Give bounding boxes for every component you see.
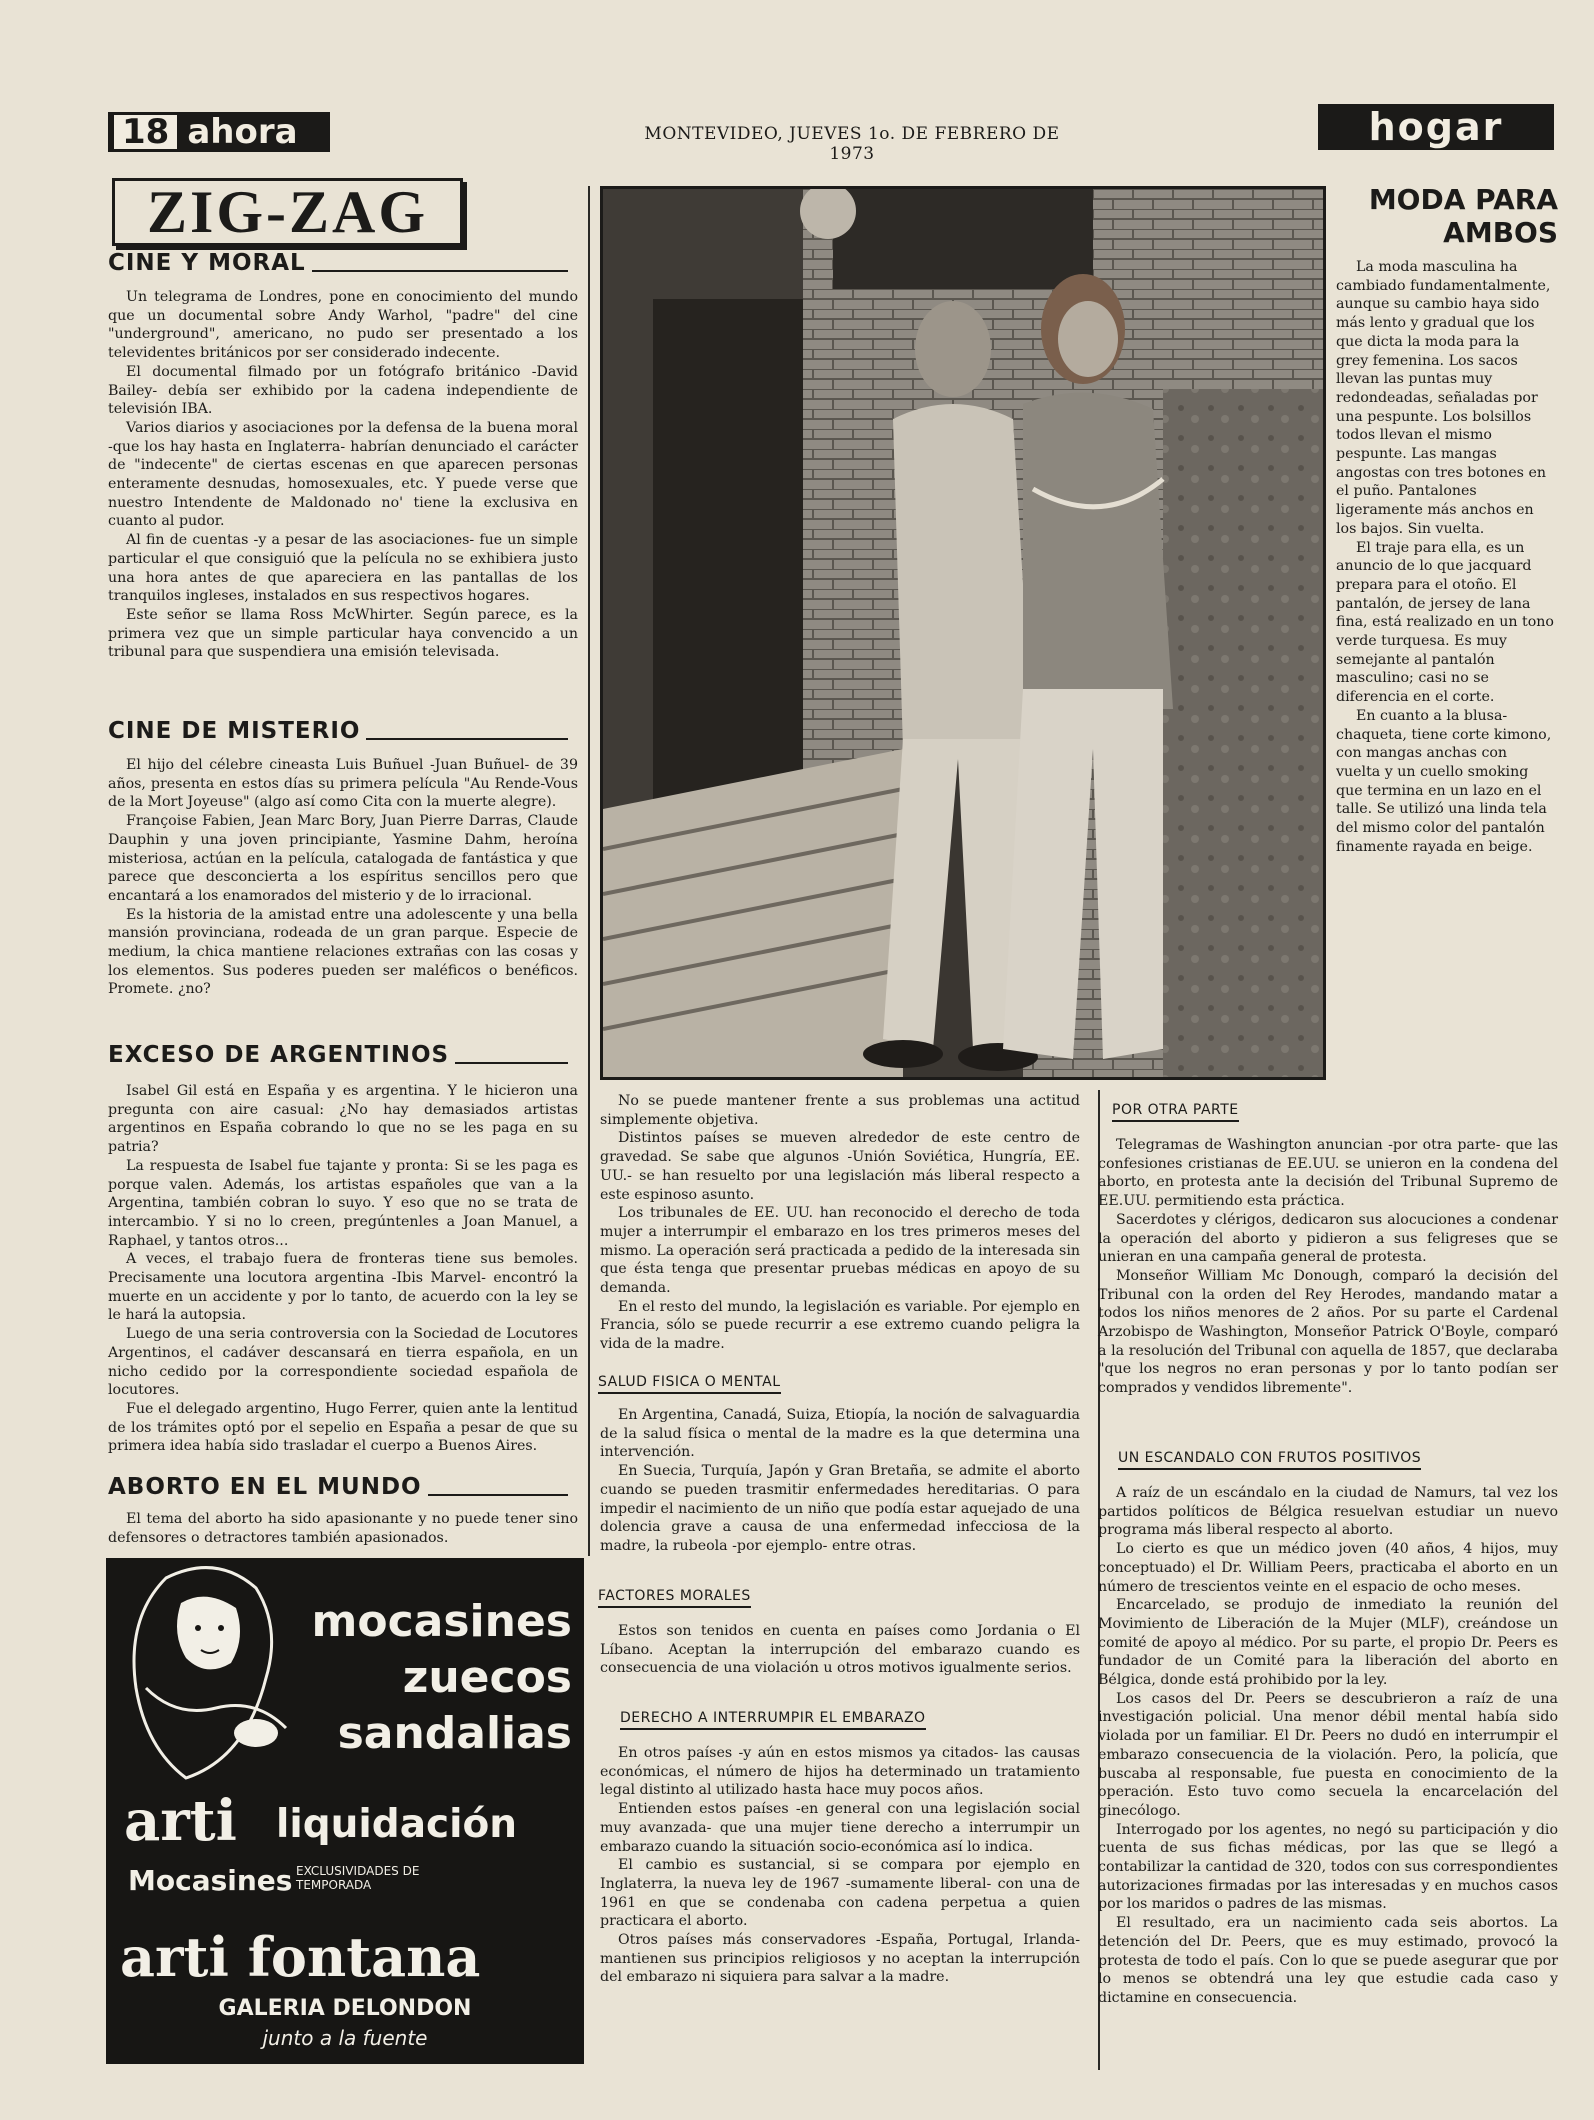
woman-illustration-icon (106, 1558, 306, 1788)
paragraph: Este señor se llama Ross McWhirter. Según parece, es la primera vez que un simple particular haya convencido a un tribunal para que suspendiera una emisión televisada. (108, 606, 578, 661)
article-derecho (600, 1744, 1080, 1987)
paragraph: Fue el delegado argentino, Hugo Ferrer, quien ante la lentitud de los trámites optó por el sepelio en España a pesar de que su primera idea había sido trasladar el cuerpo a Buenos Aires. (108, 1400, 578, 1455)
moda-title-line: MODA PARA (1368, 183, 1558, 216)
paragraph: En otros países -y aún en estos mismos ya citados- las causas económicas, el número de hijos ha determinado un tratamiento legal distinto al utilizado hasta hace muy pocos años. (600, 1745, 1080, 1799)
fashion-photo (600, 186, 1326, 1080)
paragraph: En el resto del mundo, la legislación es variable. Por ejemplo en Francia, sólo se puede recurrir a ese extremo cuando peligra la vida de la madre. (600, 1298, 1080, 1353)
paragraph: En cuanto a la blusa-chaqueta, tiene corte kimono, con mangas anchas con vuelta y un cuello smoking que termina en un lazo en el talle. Se utilizó una linda tela del mismo color del pantalón finamente rayada en beige. (1336, 707, 1552, 855)
paragraph: En Suecia, Turquía, Japón y Gran Bretaña, se admite el aborto cuando se pueden trasmitir enfermedades hereditarias. O para impedir el nacimiento de un niño que podía estar aquejado de una dolencia grave a causa de una enfermedad infecciosa de la madre, la rubeola -por ejemplo- entre otras. (600, 1463, 1080, 1554)
ad-brand: arti (124, 1788, 237, 1854)
paragraph: El documental filmado por un fotógrafo británico -David Bailey- debía ser exhibido por la cadena independiente de televisión IBA. (108, 363, 578, 418)
paragraph: Los tribunales de EE. UU. han reconocido el derecho de toda mujer a interrumpir el embarazo en los tres primeros meses del mismo. La operación será practicada a pedido de la interesada sin que ésta tenga que presentar pruebas médicas en apoyo de su demanda. (600, 1205, 1080, 1297)
ad-mocasines: Mocasines (128, 1864, 293, 1897)
ad-exclusividades: EXCLUSIVIDADES DE TEMPORADA (296, 1864, 420, 1892)
ad-location: junto a la fuente (262, 2026, 428, 2050)
heading-cine-moral (108, 250, 568, 276)
paragraph: Encarcelado, se produjo de inmediato la reunión del Movimiento de Liberación de la Mujer (MLF), creándose un comité de apoyo al médico. Por su parte, el propio Dr. Peers es fundador de un Comité para la liberación del aborto en Bélgica, donde está prohibido por la ley. (1098, 1597, 1558, 1689)
section-title: hogar (1318, 104, 1554, 150)
paragraph: Al fin de cuentas -y a pesar de las asociaciones- fue un simple particular el que consiguió que la película no se exhibiera justo una hora antes de que apareciera en las pantallas de los tranquilos ingleses, instalados en sus respectivos hogares. (108, 532, 578, 605)
heading-exceso (108, 1042, 568, 1068)
paragraph: Françoise Fabien, Jean Marc Bory, Juan Pierre Darras, Claude Dauphin y una joven principiante, Yasmine Dahm, heroína misteriosa, actúan en la película, catalogada de fantástica y que parece que desconcierta a los espíritus sencillos pero que encantará a los enamorados del misterio y de lo irracional. (108, 813, 578, 904)
column-title: ZIG-ZAG (112, 178, 463, 246)
ad-liquidacion: liquidación (276, 1802, 518, 1847)
subhead-salud: SALUD FISICA O MENTAL (598, 1374, 781, 1394)
article-otra-parte (1098, 1136, 1558, 1398)
paragraph: Sacerdotes y clérigos, dedicaron sus alocuciones a condenar la operación del aborto y pidieron a sus feligreses que se unieran en una campaña general de protesta. (1098, 1211, 1558, 1266)
ad-product-line: zuecos (402, 1652, 572, 1703)
ad-galeria: GALERIA DELONDON (218, 1996, 472, 2021)
couple-photo-illustration (603, 189, 1323, 1077)
moda-title-line: AMBOS (1443, 216, 1558, 249)
ad-products (302, 1594, 572, 1762)
paragraph: El traje para ella, es un anuncio de lo que jacquard prepara para el otoño. El pantalón, de jersey de lana fina, está realizado en un tono verde turquesa. Es muy semejante al pantalón masculino; casi no se diferencia en el corte. (1336, 539, 1554, 706)
column-divider (588, 186, 590, 1556)
heading-aborto (108, 1474, 568, 1500)
paragraph: Lo cierto es que un médico joven (40 años, 4 hijos, muy conceptuado) el Dr. William Peers, practicaba el aborto en un número de trescientos veinte en el espacio de ocho meses. (1098, 1541, 1558, 1595)
subhead-escandalo: UN ESCANDALO CON FRUTOS POSITIVOS (1118, 1450, 1421, 1470)
shoe-store-advertisement (106, 1558, 584, 2064)
paragraph: Varios diarios y asociaciones por la defensa de la buena moral -que los hay hasta en Inglaterra- habrían denunciado el carácter de "indecente" de ciertas escenas en que aparecen personas enteramente desnudas, homosexuales, etc. Y puede verse que nuestro Intendente de Maldonado no' tiene la exclusiva en cuanto al pudor. (108, 419, 578, 530)
heading-text: ABORTO EN EL MUNDO (108, 1474, 422, 1500)
paragraph: Un telegrama de Londres, pone en conocimiento del mundo que un documental sobre Andy Warhol, "padre" del cine "underground", americano, no pudo ser presentado a los televidentes británicos por ser considerado indecente. (108, 289, 578, 362)
page-number-badge (108, 112, 330, 152)
article-escandalo (1098, 1484, 1558, 2008)
dateline: MONTEVIDEO, JUEVES 1o. DE FEBRERO DE 1973 (644, 124, 1060, 164)
subhead-factores: FACTORES MORALES (598, 1588, 751, 1608)
paragraph: No se puede mantener frente a sus problemas una actitud simplemente objetiva. (600, 1093, 1080, 1128)
article-aborto-intro (108, 1510, 578, 1547)
moda-title (1318, 183, 1558, 249)
paragraph: Estos son tenidos en cuenta en países como Jordania o El Líbano. Aceptan la interrupción del embarazo cuando es consecuencia de una violación u otros motivos igualmente serios. (600, 1623, 1080, 1677)
heading-text: EXCESO DE ARGENTINOS (108, 1042, 450, 1068)
paragraph: El tema del aborto ha sido apasionante y no puede tener sino defensores o detractores también apasionados. (108, 1511, 578, 1546)
paragraph: Los casos del Dr. Peers se descubrieron a raíz de una investigación policial. Una menor débil mental había sido violada por un familiar. El Dr. Peers no dudó en interrumpir el embarazo consecuencia de la violación. Pero, la policía, que buscaba al responsable, fue puesta en conocimiento de la operación. Esto tuvo como secuela la encarcelación del ginecólogo. (1098, 1690, 1558, 1819)
article-exceso (108, 1082, 578, 1456)
paragraph: La moda masculina ha cambiado fundamentalmente, aunque su cambio haya sido más lento y gradual que los que dicta la moda para la grey femenina. Los sacos llevan las puntas muy redondeadas, señaladas por una pespunte. Los bolsillos todos llevan el mismo pespunte. Las mangas angostas con tres botones en el puño. Pantalones ligeramente más anchos en los bajos. Sin vuelta. (1336, 259, 1551, 537)
paragraph: El cambio es sustancial, si se compara por ejemplo en Inglaterra, la nueva ley de 1967 -sumamente liberal- con una de 1961 en que se condenaba con cadena perpetua a quien practicara el aborto. (600, 1857, 1080, 1930)
ad-fontana: arti fontana (120, 1925, 481, 1989)
heading-text: CINE DE MISTERIO (108, 718, 361, 744)
article-aborto-col2 (600, 1092, 1080, 1354)
article-factores (600, 1622, 1080, 1678)
heading-text: CINE Y MORAL (108, 250, 306, 276)
subhead-derecho: DERECHO A INTERRUMPIR EL EMBARAZO (620, 1710, 926, 1730)
heading-cine-misterio (108, 718, 568, 744)
paragraph: El hijo del célebre cineasta Luis Buñuel -Juan Buñuel- de 39 años, presenta en estos días su primera película "Au Rende-Vous de la Mort Joyeuse" (algo así como Cita con la muerte alegre). (108, 757, 578, 811)
article-moda (1336, 258, 1554, 857)
paragraph: Es la historia de la amistad entre una adolescente y una bella mansión provinciana, rodeada de un gran parque. Especie de medium, la chica mantiene relaciones extrañas con las cosas y los elementos. Sus poderes pueden ser maléficos o benéficos. Promete. ¿no? (108, 906, 578, 998)
ad-product-line: mocasines (311, 1596, 572, 1647)
paragraph: Telegramas de Washington anuncian -por otra parte- que las confesiones cristianas de EE.UU. se unieron en la condena del aborto, en protesta ante la decisión del Tribunal Supremo de EE.UU. permitiendo esta práctica. (1098, 1137, 1558, 1210)
article-cine-misterio (108, 756, 578, 999)
paragraph: La respuesta de Isabel fue tajante y pronta: Si se les paga es porque valen. Además, los artistas españoles que van a la Argentina, también cobran lo suyo. Y eso que no se trata de intercambio. Y si no lo creen, pregúntenles a Joan Manuel, a Raphael, y tantos otros... (108, 1157, 578, 1249)
paragraph: Otros países más conservadores -España, Portugal, Irlanda- mantienen sus principios religiosos y no aceptan la interrupción del embarazo ni siquiera para salvar a la madre. (600, 1932, 1080, 1986)
paragraph: En Argentina, Canadá, Suiza, Etiopía, la noción de salvaguardia de la salud física o mental de la madre es la que determina una intervención. (600, 1407, 1080, 1461)
article-cine-moral (108, 288, 578, 662)
publication-name: ahora (187, 112, 298, 152)
paragraph: Isabel Gil está en España y es argentina. Y le hicieron una pregunta con aire casual: ¿No hay demasiados artistas argentinos en España cobrando lo que no se les paga en su patria? (108, 1083, 578, 1156)
paragraph: Monseñor William Mc Donough, comparó la decisión del Tribunal con la orden del Rey Herodes, mandando matar a todos los niños menores de 2 años. Por su parte el Cardenal Arzobispo de Washington, Monseñor Patrick O'Boyle, comparó a la resolución del Tribunal con aquella de 1857, que declaraba "que los negros no eran personas y por lo tanto podían ser comprados y vendidos libremente". (1098, 1267, 1558, 1397)
page-number: 18 (114, 115, 177, 149)
subhead-otra-parte: POR OTRA PARTE (1112, 1102, 1239, 1122)
paragraph: Luego de una seria controversia con la Sociedad de Locutores Argentinos, el cadáver descansará en tierra española, en un nicho cedido por la correspondiente sociedad española de locutores. (108, 1326, 578, 1399)
paragraph: A raíz de un escándalo en la ciudad de Namurs, tal vez los partidos políticos de Bélgica resuelvan estudiar un nuevo programa más liberal respecto al aborto. (1098, 1485, 1558, 1539)
paragraph: Entienden estos países -en general con una legislación social muy avanzada- que una mujer tiene derecho a interrumpir un embarazo cuando la situación socio-económica así lo indica. (600, 1801, 1080, 1855)
paragraph: Distintos países se mueven alrededor de este centro de gravedad. Se sabe que algunos -Unión Soviética, Hungría, EE. UU.- se han resuelto por una legislación más liberal respecto a este espinoso asunto. (600, 1130, 1080, 1203)
paragraph: Interrogado por los agentes, no negó su participación y dio cuenta de sus fichas médicas, por las que se llegó a contabilizar la cantidad de 320, todos con sus correspondientes autorizaciones firmadas por las interesadas y en muchos casos por los maridos o padres de las mismas. (1098, 1821, 1558, 1913)
paragraph: El resultado, era un nacimiento cada seis abortos. La detención del Dr. Peers, que es muy estimado, provocó la protesta de todo el país. Con lo que se puede asegurar que por lo menos se obtendrá una ley que estudie cada caso y dictamine en consecuencia. (1098, 1915, 1558, 2006)
article-salud (600, 1406, 1080, 1556)
paragraph: A veces, el trabajo fuera de fronteras tiene sus bemoles. Precisamente una locutora argentina -Ibis Marvel- encontró la muerte en un accidente y por lo tanto, de acuerdo con la ley se le hará la autopsia. (108, 1251, 578, 1324)
ad-product-line: sandalias (337, 1708, 572, 1759)
